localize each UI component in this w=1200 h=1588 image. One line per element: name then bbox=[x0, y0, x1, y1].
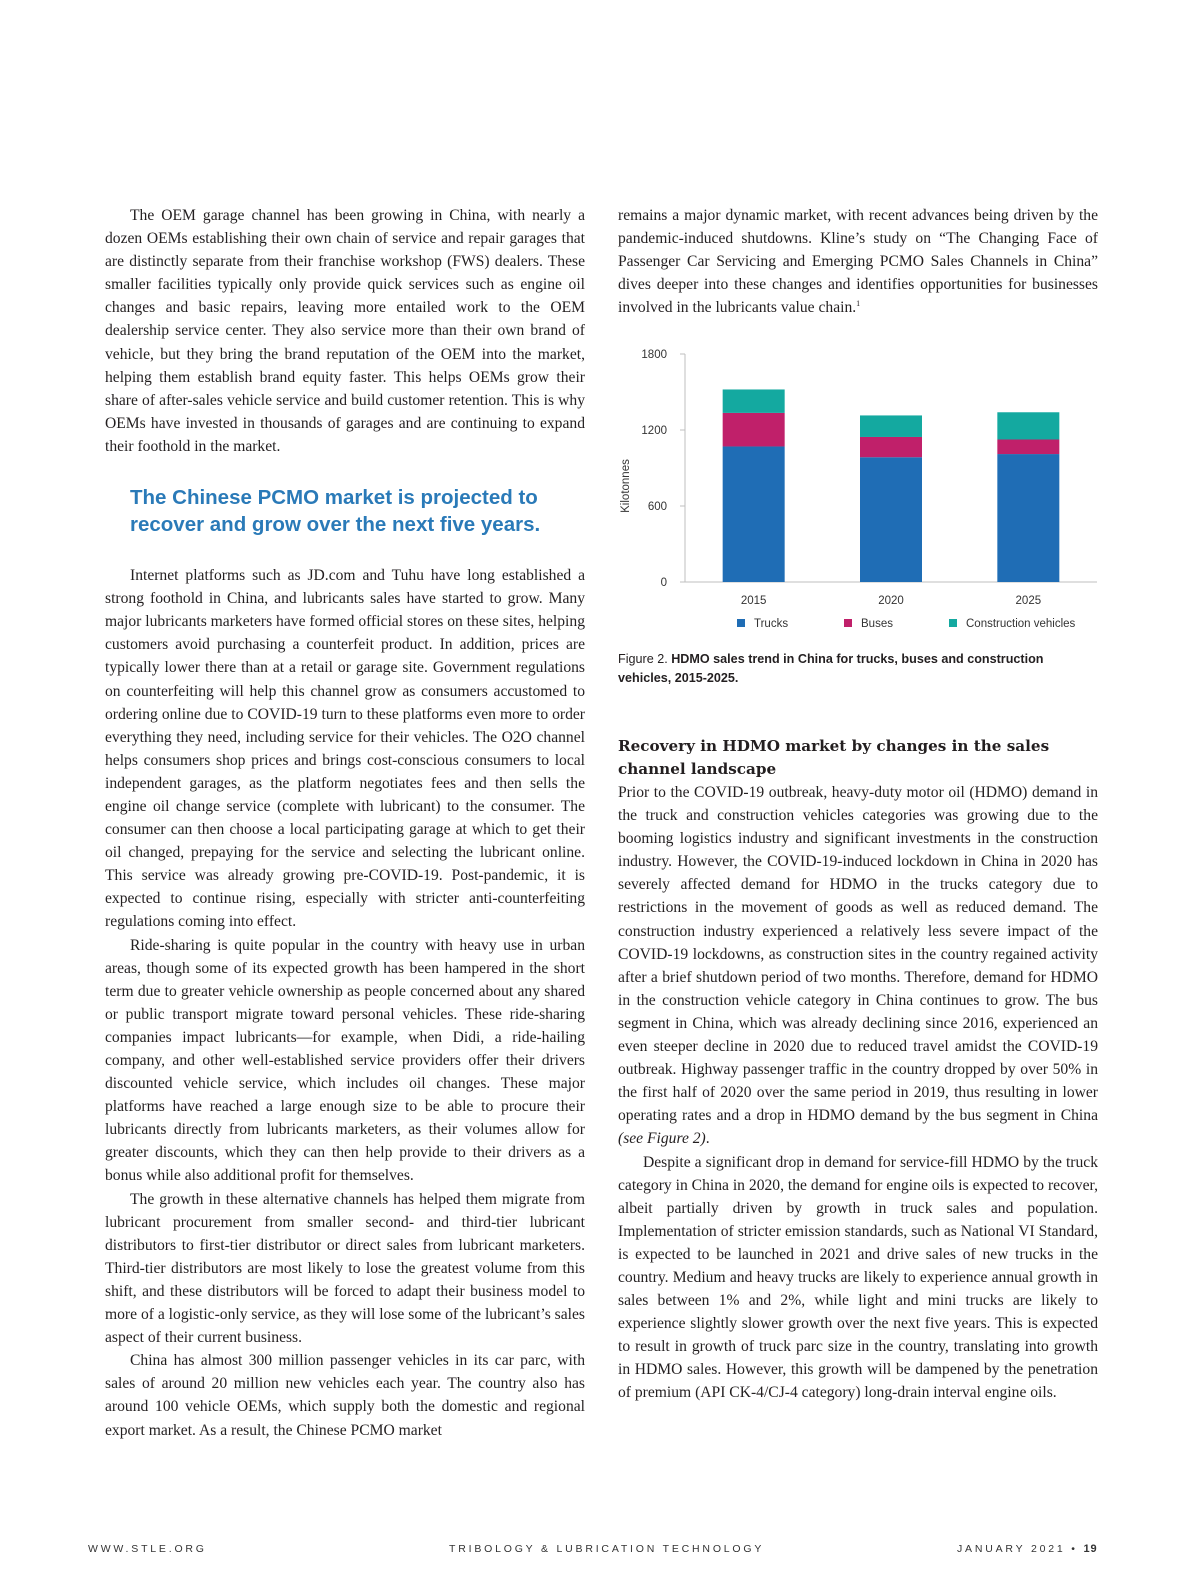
bar-buses bbox=[997, 440, 1059, 455]
legend-label: Construction vehicles bbox=[966, 618, 1076, 630]
footnote-ref: 1 bbox=[856, 299, 861, 309]
body-text: remains a major dynamic market, with recent advances being driven by the pandemic-induced shutdowns. Kline’s study on “The Changing Face of Passenger Car Servicing and Emerging PCMO Sales Channels in China” dives deeper into these changes and identifies opportunities for businesses involved in the lubricants value chain. bbox=[618, 207, 1098, 317]
hdmo-chart bbox=[612, 340, 1107, 640]
figure-reference: (see Figure 2) bbox=[618, 1130, 706, 1148]
legend-swatch bbox=[844, 619, 852, 627]
footer-website: WWW.STLE.ORG bbox=[88, 1543, 207, 1555]
x-tick-label: 2025 bbox=[1015, 595, 1042, 607]
bar-trucks bbox=[997, 454, 1059, 582]
y-tick-label: 0 bbox=[660, 577, 667, 589]
y-axis-label: Kilotonnes bbox=[620, 459, 632, 513]
y-tick-label: 1800 bbox=[641, 349, 667, 361]
body-text: . bbox=[705, 1130, 710, 1148]
bar-construction-vehicles bbox=[723, 389, 785, 412]
footer-separator: • bbox=[1071, 1543, 1078, 1555]
footer-date-page bbox=[957, 1543, 1098, 1555]
x-tick-label: 2020 bbox=[878, 595, 904, 607]
body-paragraph: The OEM garage channel has been growing in China, with nearly a dozen OEMs establishing their own chain of service and repair garages that are distinctly separate from their franchise workshop (FWS) dealers. These smaller facilities typically only provide quick services such as engine oil changes and basic repairs, leaving more entailed work to the OEM dealership service center. They also service more than their own brand of vehicle, but they bring the brand reputation of the OEM into the market, helping them establish brand equity faster. This helps OEMs grow their share of after-sales vehicle service and build customer retention. This is why OEMs have invested in thousands of garages and are continuing to expand their foothold in the market. bbox=[105, 207, 585, 455]
footer-publication: TRIBOLOGY & LUBRICATION TECHNOLOGY bbox=[449, 1543, 765, 1555]
legend-label: Buses bbox=[861, 618, 893, 630]
bar-construction-vehicles bbox=[997, 412, 1059, 439]
body-paragraph bbox=[618, 204, 1098, 319]
right-column-top bbox=[618, 204, 1098, 319]
section-subhead: Recovery in HDMO market by changes in the sales channel landscape bbox=[618, 737, 1050, 778]
x-tick-label: 2015 bbox=[740, 595, 767, 607]
body-text: Prior to the COVID-19 outbreak, heavy-duty motor oil (HDMO) demand in the truck and construction vehicles categories was growing due to the booming logistics industry and significant investments in the construction industry. However, the COVID-19-induced lockdown in China in 2020 has severely affected demand for HDMO in the trucks category due to restrictions in the movement of goods as well as reduced demand. The construction industry experienced a relatively less severe impact of the COVID-19 lockdowns, as construction sites in the country regained activity after a brief shutdown period of two months. Therefore, demand for HDMO in the construction vehicle category in China continues to grow. The bus segment in China, which was already declining since 2016, experienced an even steeper decline in 2020 due to reduced travel amidst the COVID-19 outbreak. Highway passenger traffic in the country dropped by over 50% in the first half of 2020 over the same period in 2019, thus resulting in lower operating rates and a drop in HDMO demand by the bus segment in China bbox=[618, 784, 1098, 1125]
figure-caption-text: HDMO sales trend in China for trucks, buses and construction vehicles, 2015-2025. bbox=[618, 652, 1044, 685]
body-paragraph: Despite a significant drop in demand for service-fill HDMO by the truck category in China in 2020, the demand for engine oils is expected to recover, albeit partially driven by growth in truck sales and population. Implementation of stricter emission standards, such as National VI Standard, is expected to be launched in 2021 and drive sales of new trucks in the country. Medium and heavy trucks are likely to experience annual growth in sales between 1% and 2%, while light and mini trucks are likely to experience slightly slower growth over the next five years. This is expected to result in growth of truck parc size in the country, translating into growth in HDMO sales. However, this growth will be dampened by the penetration of premium (API CK-4/CJ-4 category) long-drain interval engine oils. bbox=[618, 1153, 1098, 1402]
legend-swatch bbox=[949, 619, 957, 627]
legend-swatch bbox=[737, 619, 745, 627]
body-paragraph: Ride-sharing is quite popular in the country with heavy use in urban areas, though some of its expected growth has been hampered in the short term due to greater vehicle ownership as people concerned about any shared or public transport migrate toward personal vehicles. These ride-sharing companies impact lubricants—for example, when Didi, a ride-hailing company, and other well-established service providers offer their drivers discounted vehicle service, which includes oil changes. These major platforms have reached a large enough size to be able to procure their lubricants directly from lubricants marketers, as their volumes allow for greater discounts, which they can then help provide to their drivers as a bonus while also additional profit for themselves. bbox=[105, 936, 585, 1185]
pull-quote: The Chinese PCMO market is projected to recover and grow over the next five years. bbox=[130, 486, 541, 537]
body-paragraph: Internet platforms such as JD.com and Tuhu have long established a strong foothold in China, and lubricants sales have started to grow. Many major lubricants marketers have formed official stores on these sites, helping customers avoid purchasing a counterfeit product. In addition, prices are typically lower there than at a retail or garage site. Government regulations on counterfeiting will help this channel grow as consumers accustomed to ordering online due to COVID-19 turn to these platforms even more to order everything they need, including service for their vehicles. The O2O channel helps consumers shop prices and brings cost-conscious consumers to local independent garages, as the platform negotiates fees and then sells the engine oil change service (complete with lubricant) to the consumer. The consumer can then choose a local participating garage at which to get their oil changed, prepaying for the service and selecting the lubricant online. This service was already growing pre-COVID-19. Post-pandemic, it is expected to continue rising, especially with stricter anti-counterfeiting regulations coming into effect. bbox=[105, 567, 585, 931]
chart-svg bbox=[612, 340, 1107, 640]
y-tick-label: 600 bbox=[647, 501, 667, 513]
bar-construction-vehicles bbox=[860, 415, 922, 437]
body-paragraph: China has almost 300 million passenger vehicles in its car parc, with sales of around 20 million new vehicles each year. The country also has around 100 vehicle OEMs, which supply both the domestic and regional export market. As a result, the Chinese PCMO market bbox=[105, 1352, 585, 1439]
bar-trucks bbox=[723, 446, 785, 582]
page-number: 19 bbox=[1083, 1543, 1098, 1555]
figure-label: Figure 2. bbox=[618, 652, 668, 666]
footer-date: JANUARY 2021 bbox=[957, 1543, 1066, 1555]
y-tick-label: 1200 bbox=[641, 425, 667, 437]
left-column bbox=[105, 204, 585, 1442]
body-paragraph: The growth in these alternative channels has helped them migrate from lubricant procurement from smaller second- and third-tier lubricant distributors to first-tier distributor or direct sales from lubricant marketers. Third-tier distributors are most likely to lose the greatest volume from this shift, and these distributors will be forced to adapt their business model to more of a logistic-only service, as they will lose some of the lubricant’s sales aspect of their current business. bbox=[105, 1190, 585, 1347]
right-column-bottom bbox=[618, 735, 1098, 1405]
figure-caption bbox=[618, 650, 1098, 688]
bar-buses bbox=[860, 437, 922, 457]
body-paragraph bbox=[618, 781, 1098, 1151]
legend-label: Trucks bbox=[754, 618, 789, 630]
bar-buses bbox=[723, 413, 785, 447]
bar-trucks bbox=[860, 457, 922, 582]
